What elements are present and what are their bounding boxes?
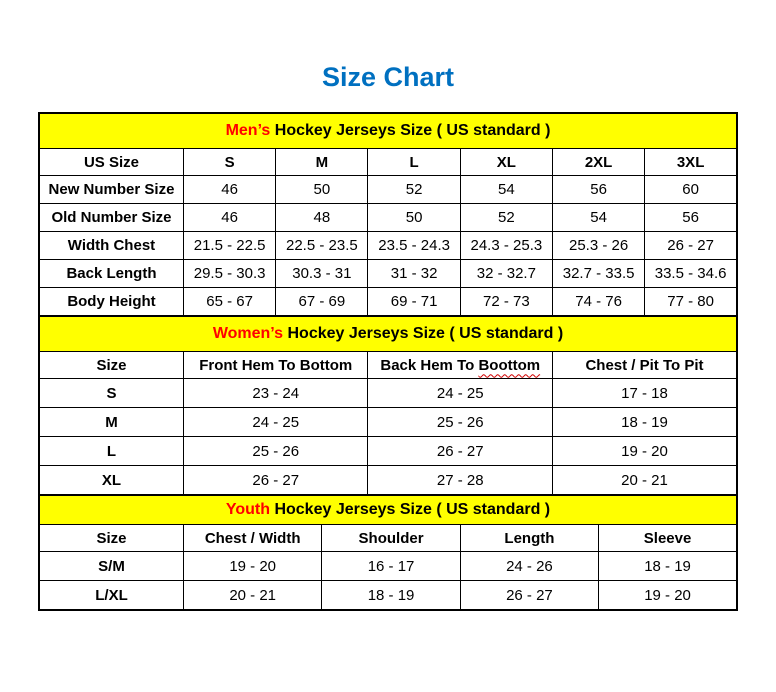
- womens-row-label: XL: [39, 466, 183, 496]
- mens-cell-value: 72 - 73: [460, 288, 552, 317]
- womens-section-title: [39, 316, 737, 352]
- mens-cell-value: 25.3 - 26: [552, 232, 644, 260]
- mens-header-row: [39, 149, 737, 176]
- womens-cell-value: 26 - 27: [368, 437, 553, 466]
- youth-table-row: [39, 581, 737, 611]
- womens-cell-value: 24 - 25: [368, 379, 553, 408]
- womens-cell-value: 20 - 21: [552, 466, 737, 496]
- youth-title-highlight: Youth: [225, 501, 270, 518]
- mens-cell-value: 31 - 32: [368, 260, 460, 288]
- womens-cell-value: 17 - 18: [552, 379, 737, 408]
- mens-column-header: 3XL: [645, 149, 737, 176]
- womens-banner-row: [39, 316, 737, 352]
- youth-size-table: [38, 494, 738, 611]
- womens-cell-value: 24 - 25: [183, 408, 368, 437]
- youth-column-header: Size: [39, 525, 183, 552]
- youth-row-label: L/XL: [39, 581, 183, 611]
- mens-cell-value: 21.5 - 22.5: [183, 232, 275, 260]
- size-chart: [38, 112, 738, 611]
- youth-cell-value: 20 - 21: [183, 581, 321, 611]
- womens-row-label: S: [39, 379, 183, 408]
- mens-cell-value: 52: [368, 176, 460, 204]
- womens-table-row: [39, 379, 737, 408]
- womens-size-table: [38, 315, 738, 496]
- misspelled-word: Boottom: [478, 356, 541, 374]
- youth-column-header: Chest / Width: [183, 525, 321, 552]
- youth-cell-value: 24 - 26: [460, 552, 598, 581]
- mens-row-label: Old Number Size: [39, 204, 183, 232]
- mens-title-text: Hockey Jerseys Size ( US standard ): [270, 122, 551, 139]
- youth-table-row: [39, 552, 737, 581]
- youth-cell-value: 16 - 17: [322, 552, 460, 581]
- mens-cell-value: 22.5 - 23.5: [276, 232, 368, 260]
- womens-cell-value: 18 - 19: [552, 408, 737, 437]
- youth-title-text: Hockey Jerseys Size ( US standard ): [270, 501, 551, 518]
- mens-cell-value: 46: [183, 204, 275, 232]
- mens-table-row: [39, 288, 737, 317]
- mens-cell-value: 29.5 - 30.3: [183, 260, 275, 288]
- mens-cell-value: 32 - 32.7: [460, 260, 552, 288]
- mens-cell-value: 24.3 - 25.3: [460, 232, 552, 260]
- mens-table-row: [39, 232, 737, 260]
- mens-cell-value: 50: [276, 176, 368, 204]
- mens-cell-value: 56: [552, 176, 644, 204]
- mens-row-label: New Number Size: [39, 176, 183, 204]
- mens-row-label: Back Length: [39, 260, 183, 288]
- mens-column-header: M: [276, 149, 368, 176]
- womens-table-row: [39, 466, 737, 496]
- mens-title-highlight: Men’s: [225, 122, 271, 139]
- mens-cell-value: 77 - 80: [645, 288, 737, 317]
- womens-column-header: Back Hem To Boottom: [368, 352, 553, 379]
- youth-column-header: Shoulder: [322, 525, 460, 552]
- mens-column-header: L: [368, 149, 460, 176]
- mens-row-label: Width Chest: [39, 232, 183, 260]
- womens-cell-value: 25 - 26: [368, 408, 553, 437]
- womens-table-row: [39, 437, 737, 466]
- mens-cell-value: 54: [552, 204, 644, 232]
- youth-cell-value: 18 - 19: [599, 552, 737, 581]
- youth-cell-value: 19 - 20: [599, 581, 737, 611]
- mens-cell-value: 26 - 27: [645, 232, 737, 260]
- mens-cell-value: 33.5 - 34.6: [645, 260, 737, 288]
- womens-title-text: Hockey Jerseys Size ( US standard ): [283, 325, 564, 342]
- youth-header-row: [39, 525, 737, 552]
- womens-column-header: Front Hem To Bottom: [183, 352, 368, 379]
- womens-cell-value: 26 - 27: [183, 466, 368, 496]
- mens-cell-value: 23.5 - 24.3: [368, 232, 460, 260]
- page-title: Size Chart: [321, 62, 455, 92]
- womens-cell-value: 25 - 26: [183, 437, 368, 466]
- mens-cell-value: 46: [183, 176, 275, 204]
- mens-cell-value: 50: [368, 204, 460, 232]
- mens-size-table: [38, 112, 738, 317]
- mens-column-header: US Size: [39, 149, 183, 176]
- womens-row-label: L: [39, 437, 183, 466]
- mens-cell-value: 30.3 - 31: [276, 260, 368, 288]
- mens-banner-row: [39, 113, 737, 149]
- mens-table-row: [39, 260, 737, 288]
- mens-cell-value: 54: [460, 176, 552, 204]
- mens-cell-value: 32.7 - 33.5: [552, 260, 644, 288]
- mens-table-row: [39, 176, 737, 204]
- youth-banner-row: [39, 495, 737, 525]
- mens-cell-value: 69 - 71: [368, 288, 460, 317]
- womens-header-row: [39, 352, 737, 379]
- youth-cell-value: 19 - 20: [183, 552, 321, 581]
- youth-row-label: S/M: [39, 552, 183, 581]
- youth-column-header: Sleeve: [599, 525, 737, 552]
- youth-section-title: [39, 495, 737, 525]
- womens-cell-value: 19 - 20: [552, 437, 737, 466]
- mens-column-header: S: [183, 149, 275, 176]
- womens-table-row: [39, 408, 737, 437]
- womens-row-label: M: [39, 408, 183, 437]
- womens-column-header: Chest / Pit To Pit: [552, 352, 737, 379]
- mens-column-header: 2XL: [552, 149, 644, 176]
- mens-cell-value: 65 - 67: [183, 288, 275, 317]
- mens-section-title: [39, 113, 737, 149]
- mens-cell-value: 74 - 76: [552, 288, 644, 317]
- mens-cell-value: 52: [460, 204, 552, 232]
- womens-cell-value: 23 - 24: [183, 379, 368, 408]
- mens-row-label: Body Height: [39, 288, 183, 317]
- youth-cell-value: 26 - 27: [460, 581, 598, 611]
- womens-column-header: Size: [39, 352, 183, 379]
- mens-cell-value: 56: [645, 204, 737, 232]
- mens-cell-value: 67 - 69: [276, 288, 368, 317]
- youth-column-header: Length: [460, 525, 598, 552]
- youth-cell-value: 18 - 19: [322, 581, 460, 611]
- mens-cell-value: 60: [645, 176, 737, 204]
- womens-cell-value: 27 - 28: [368, 466, 553, 496]
- mens-cell-value: 48: [276, 204, 368, 232]
- mens-table-row: [39, 204, 737, 232]
- mens-column-header: XL: [460, 149, 552, 176]
- womens-title-highlight: Women’s: [212, 325, 284, 342]
